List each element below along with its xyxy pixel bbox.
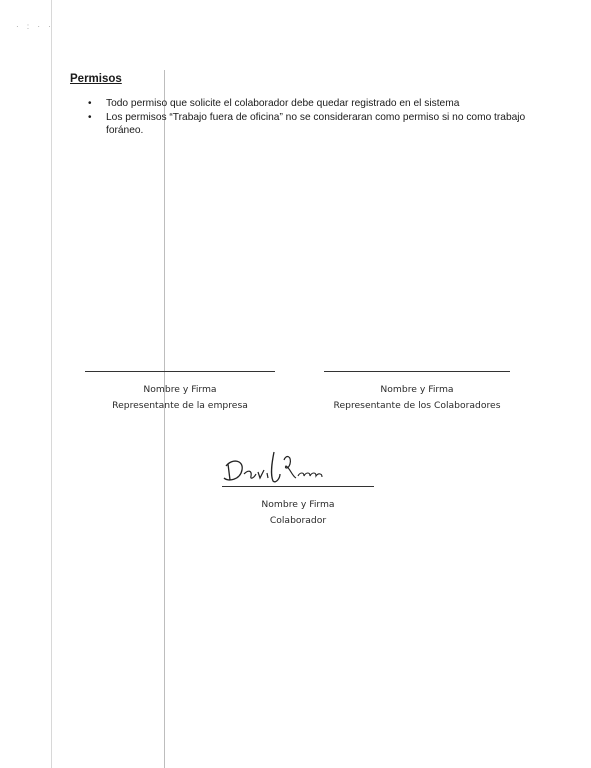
handwritten-signature	[218, 448, 378, 490]
permissions-list	[86, 97, 526, 138]
signature-caption: Nombre y Firma	[143, 384, 217, 395]
scan-artifact-line	[164, 70, 165, 768]
bullet-icon: •	[88, 98, 92, 109]
signature-line-collaborators	[324, 371, 510, 372]
signature-role: Colaborador	[269, 515, 327, 526]
scan-artifact-line	[51, 0, 52, 768]
list-item-text: Todo permiso que solicite el colaborador debe quedar registrado en el sistema	[106, 98, 460, 109]
signature-role: Representante de la empresa	[112, 400, 248, 411]
list-item	[86, 97, 526, 111]
signature-block-collaborator	[222, 497, 374, 529]
signature-block-collaborators	[324, 382, 510, 414]
signature-line-collaborator	[222, 486, 374, 487]
scan-specks: · : · ·	[16, 22, 54, 31]
signature-line-company	[85, 371, 275, 372]
list-item	[86, 111, 526, 138]
bullet-icon: •	[88, 111, 92, 123]
signature-caption: Nombre y Firma	[261, 499, 335, 510]
list-item-text: Los permisos “Trabajo fuera de oficina” no se consideraran como permiso si no como trabajo foráneo.	[106, 111, 526, 136]
section-title: Permisos	[70, 73, 122, 85]
signature-role: Representante de los Colaboradores	[333, 400, 501, 411]
signature-block-company	[85, 382, 275, 414]
signature-caption: Nombre y Firma	[380, 384, 454, 395]
